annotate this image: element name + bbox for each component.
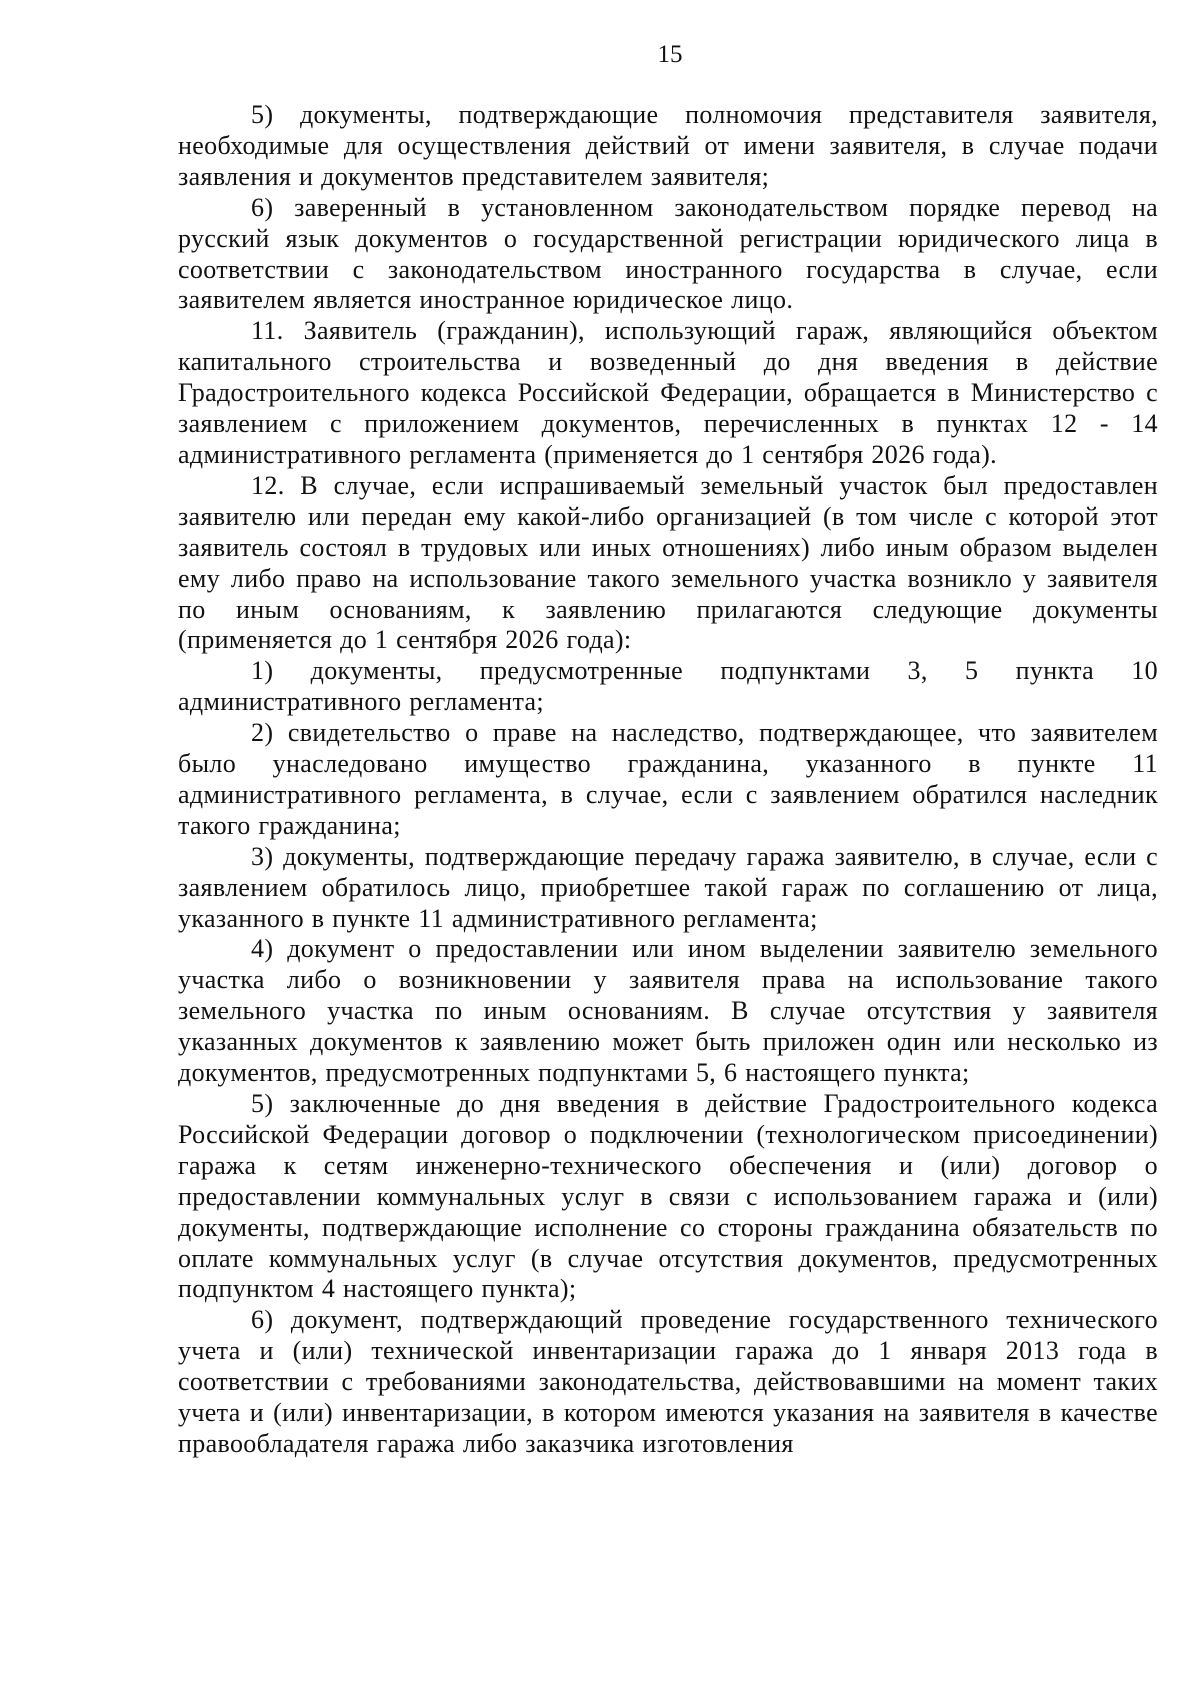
paragraph-clause-12: 12. В случае, если испрашиваемый земельный участок был предоставлен заявителю или передан ему какой-либо организацией (в том числе с которой этот заявитель состоял в трудовых или иных отношениях) либо иным образом выделен ему либо право на использование такого земельного участка возникло у заявителя по иным основаниям, к заявлению прилагаются следующие документы (применяется до 1 сентября 2026 года): — [178, 470, 1158, 655]
document-body — [178, 100, 1158, 1460]
paragraph-subitem-2: 2) свидетельство о праве на наследство, подтверждающее, что заявителем было унаследовано имущество гражданина, указанного в пункте 11 административного регламента, в случае, если с заявлением обратился наследник такого гражданина; — [178, 718, 1158, 840]
paragraph-subitem-4: 4) документ о предоставлении или ином выделении заявителю земельного участка либо о возникновении у заявителя права на использование такого земельного участка по иным основаниям. В случае отсутствия у заявителя указанных документов к заявлению может быть приложен один или несколько из документов, предусмотренных подпунктами 5, 6 настоящего пункта; — [178, 934, 1158, 1088]
paragraph-item-5: 5) документы, подтверждающие полномочия представителя заявителя, необходимые для осуществления действий от имени заявителя, в случае подачи заявления и документов представителем заявителя; — [178, 100, 1158, 191]
paragraph-subitem-6: 6) документ, подтверждающий проведение государственного технического учета и (или) технической инвентаризации гаража до 1 января 2013 года в соответствии с требованиями законодательства, действовавшими на момент таких учета и (или) инвентаризации, в котором имеются указания на заявителя в качестве правообладателя гаража либо заказчика изготовления — [178, 1305, 1158, 1458]
page-number: 15 — [657, 41, 683, 68]
paragraph-subitem-5: 5) заключенные до дня введения в действие Градостроительного кодекса Российской Федерации договор о подключении (технологическом присоединении) гаража к сетям инженерно-технического обеспечения и (или) договор о предоставлении коммунальных услуг в связи с использованием гаража и (или) документы, подтверждающие исполнение со стороны гражданина обязательств по оплате коммунальных услуг (в случае отсутствия документов, предусмотренных подпунктом 4 настоящего пункта); — [178, 1089, 1158, 1304]
paragraph-subitem-1: 1) документы, предусмотренные подпунктами 3, 5 пункта 10 административного регламента; — [178, 656, 1158, 717]
paragraph-clause-11: 11. Заявитель (гражданин), использующий гараж, являющийся объектом капитального строительства и возведенный до дня введения в действие Градостроительного кодекса Российской Федерации, обращается в Министерство с заявлением с приложением документов, перечисленных в пунктах 12 - 14 административного регламента (применяется до 1 сентября 2026 года). — [178, 316, 1158, 469]
paragraph-item-6: 6) заверенный в установленном законодательством порядке перевод на русский язык документов о государственной регистрации юридического лица в соответствии с законодательством иностранного государства в случае, если заявителем является иностранное юридическое лицо. — [178, 192, 1158, 315]
paragraph-subitem-3: 3) документы, подтверждающие передачу гаража заявителю, в случае, если с заявлением обратилось лицо, приобретшее такой гараж по соглашению от лица, указанного в пункте 11 административного регламента; — [178, 841, 1158, 933]
